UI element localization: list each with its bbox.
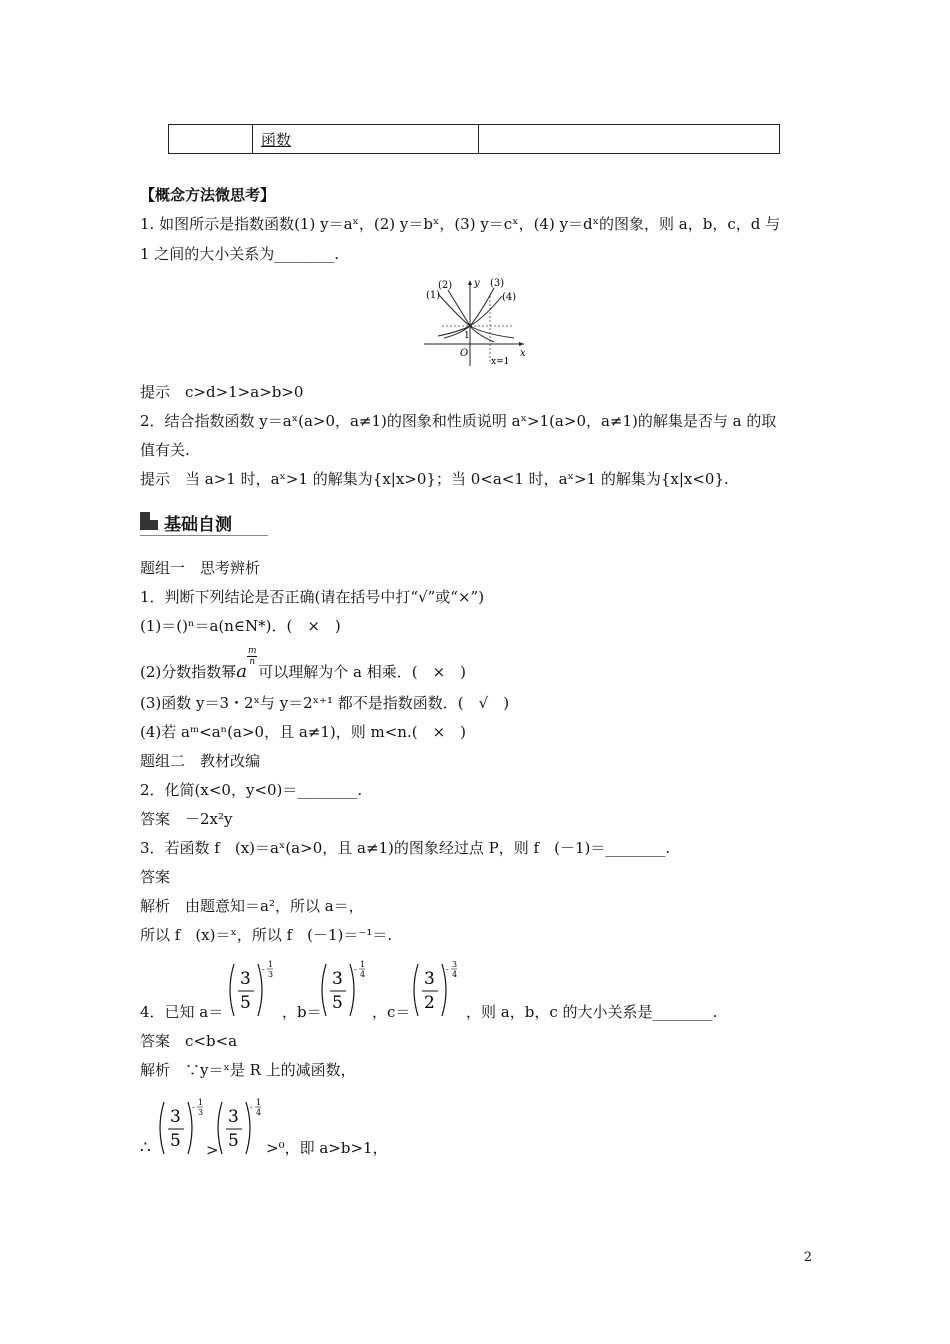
fraction-a-num: 3	[240, 969, 251, 989]
fraction-a-compare	[156, 1096, 212, 1164]
table-cell-empty-right	[479, 125, 780, 154]
graph-one: 1	[464, 331, 470, 341]
fraction-c-num: 3	[424, 969, 435, 989]
section-title: 基础自测	[164, 515, 232, 535]
fraction-a-den: 5	[240, 993, 251, 1013]
question-1-line-1: 1. 如图所示是指数函数(1) y＝aˣ，(2) y＝bˣ，(3) y＝cˣ，(4) y＝dˣ的图象，则 a，b，c，d 与	[140, 215, 781, 233]
graph-axis-y: y	[474, 278, 480, 289]
test-3-answer: 答案	[140, 868, 171, 886]
exponential-graph	[424, 276, 530, 368]
fraction-b	[318, 958, 374, 1026]
svg-text:4: 4	[360, 970, 366, 979]
fraction-b-num: 3	[332, 969, 343, 989]
power-denominator: n	[247, 656, 257, 667]
property-table-row	[168, 124, 780, 154]
power-numerator: m	[247, 646, 257, 656]
test-3: 3．若函数 f (x)＝aˣ(a>0，且 a≠1)的图象经过点 P，则 f (－1)＝________.	[140, 839, 671, 857]
test-4-analysis-1: 解析 ∵y＝ˣ是 R 上的减函数，	[140, 1061, 356, 1079]
test-3-analysis-1: 解析 由题意知＝a²，所以 a＝，	[140, 897, 364, 915]
fraction-b-den: 5	[332, 993, 343, 1013]
svg-text:1: 1	[256, 1098, 262, 1107]
svg-text:-: -	[250, 1103, 253, 1112]
test-4-post: ，则 a，b，c 的大小关系是________.	[466, 1003, 718, 1021]
test-3-analysis-2: 所以 f (x)＝ˣ，所以 f (－1)＝⁻¹＝.	[140, 926, 393, 944]
svg-text:3: 3	[228, 1107, 239, 1127]
svg-text:-: -	[354, 965, 357, 974]
hint-2: 提示 当 a>1 时，aˣ>1 的解集为{x|x>0}；当 0<a<1 时，aˣ>1 的解集为{x|x<0}.	[140, 470, 729, 488]
test-4-analysis-2: >⁰，即 a>b>1，	[266, 1139, 388, 1157]
table-cell-empty	[169, 125, 253, 154]
fraction-c-den: 2	[424, 993, 435, 1013]
test-1-item-3: (3)函数 y＝3・2ˣ与 y＝2ˣ⁺¹ 都不是指数函数．( √ )	[140, 694, 510, 712]
section-header	[140, 508, 268, 536]
fraction-a	[226, 958, 282, 1026]
svg-text:5: 5	[228, 1131, 239, 1151]
test-2-answer: 答案 －2x²y	[140, 810, 233, 828]
graph-axis-x: x	[520, 348, 526, 359]
svg-text:3: 3	[198, 1108, 204, 1117]
graph-label-2: (2)	[438, 280, 453, 291]
svg-text:3: 3	[268, 970, 274, 979]
fraction-c	[410, 958, 466, 1026]
test-1-item-1: (1)＝()ⁿ＝a(n∈N*)．( × )	[140, 617, 341, 635]
test-1: 1．判断下列结论是否正确(请在括号中打“√”或“×”)	[140, 588, 485, 606]
svg-text:1: 1	[360, 960, 366, 969]
test-4-pre: 4．已知 a＝	[140, 1003, 224, 1021]
graph-x-eq-1: x=1	[491, 357, 510, 367]
question-2-line-1: 2．结合指数函数 y＝aˣ(a>0，a≠1)的图象和性质说明 aˣ>1(a>0，a≠1)的解集是否与 a 的取	[140, 412, 777, 430]
graph-label-4: (4)	[502, 292, 517, 303]
svg-text:-: -	[192, 1103, 195, 1112]
svg-text:-: -	[446, 965, 449, 974]
hint-1: 提示 c>d>1>a>b>0	[140, 383, 304, 401]
therefore-symbol: ∴	[140, 1138, 151, 1158]
question-1-line-2: 1 之间的大小关系为________.	[140, 245, 340, 263]
svg-text:4: 4	[256, 1108, 262, 1117]
group-2-heading: 题组二 教材改编	[140, 752, 261, 770]
test-2: 2．化简(x<0，y<0)＝________.	[140, 781, 363, 799]
svg-text:-: -	[262, 965, 265, 974]
table-cell-label: 函数	[253, 125, 479, 154]
greater-than-sign: >	[206, 1141, 219, 1159]
power-base: a	[236, 661, 247, 682]
svg-text:1: 1	[268, 960, 274, 969]
test-4-c-label: ，c＝	[372, 1003, 411, 1021]
svg-text:5: 5	[170, 1131, 181, 1151]
group-1-heading: 题组一 思考辨析	[140, 559, 261, 577]
svg-text:3: 3	[170, 1107, 181, 1127]
fraction-b-compare	[214, 1096, 270, 1164]
test-4-b-label: ，b＝	[282, 1003, 322, 1021]
svg-text:4: 4	[452, 970, 458, 979]
test-4-answer: 答案 c<b<a	[140, 1032, 238, 1050]
graph-label-1: (1)	[426, 290, 441, 301]
question-2-line-2: 值有关.	[140, 441, 190, 459]
page-number: 2	[803, 1250, 812, 1265]
graph-label-3: (3)	[490, 278, 505, 289]
concept-heading: 【概念方法微思考】	[140, 186, 276, 204]
test-1-item-4: (4)若 aᵐ<aⁿ(a>0，且 a≠1)，则 m<n.( × )	[140, 723, 467, 741]
svg-text:3: 3	[452, 960, 458, 969]
graph-origin: O	[460, 348, 469, 359]
svg-text:1: 1	[198, 1098, 204, 1107]
test-1-item-2: (2)分数指数幂a $\frac{m}{n}$ 可以理解为个 a 相乘．( × )	[140, 646, 467, 682]
